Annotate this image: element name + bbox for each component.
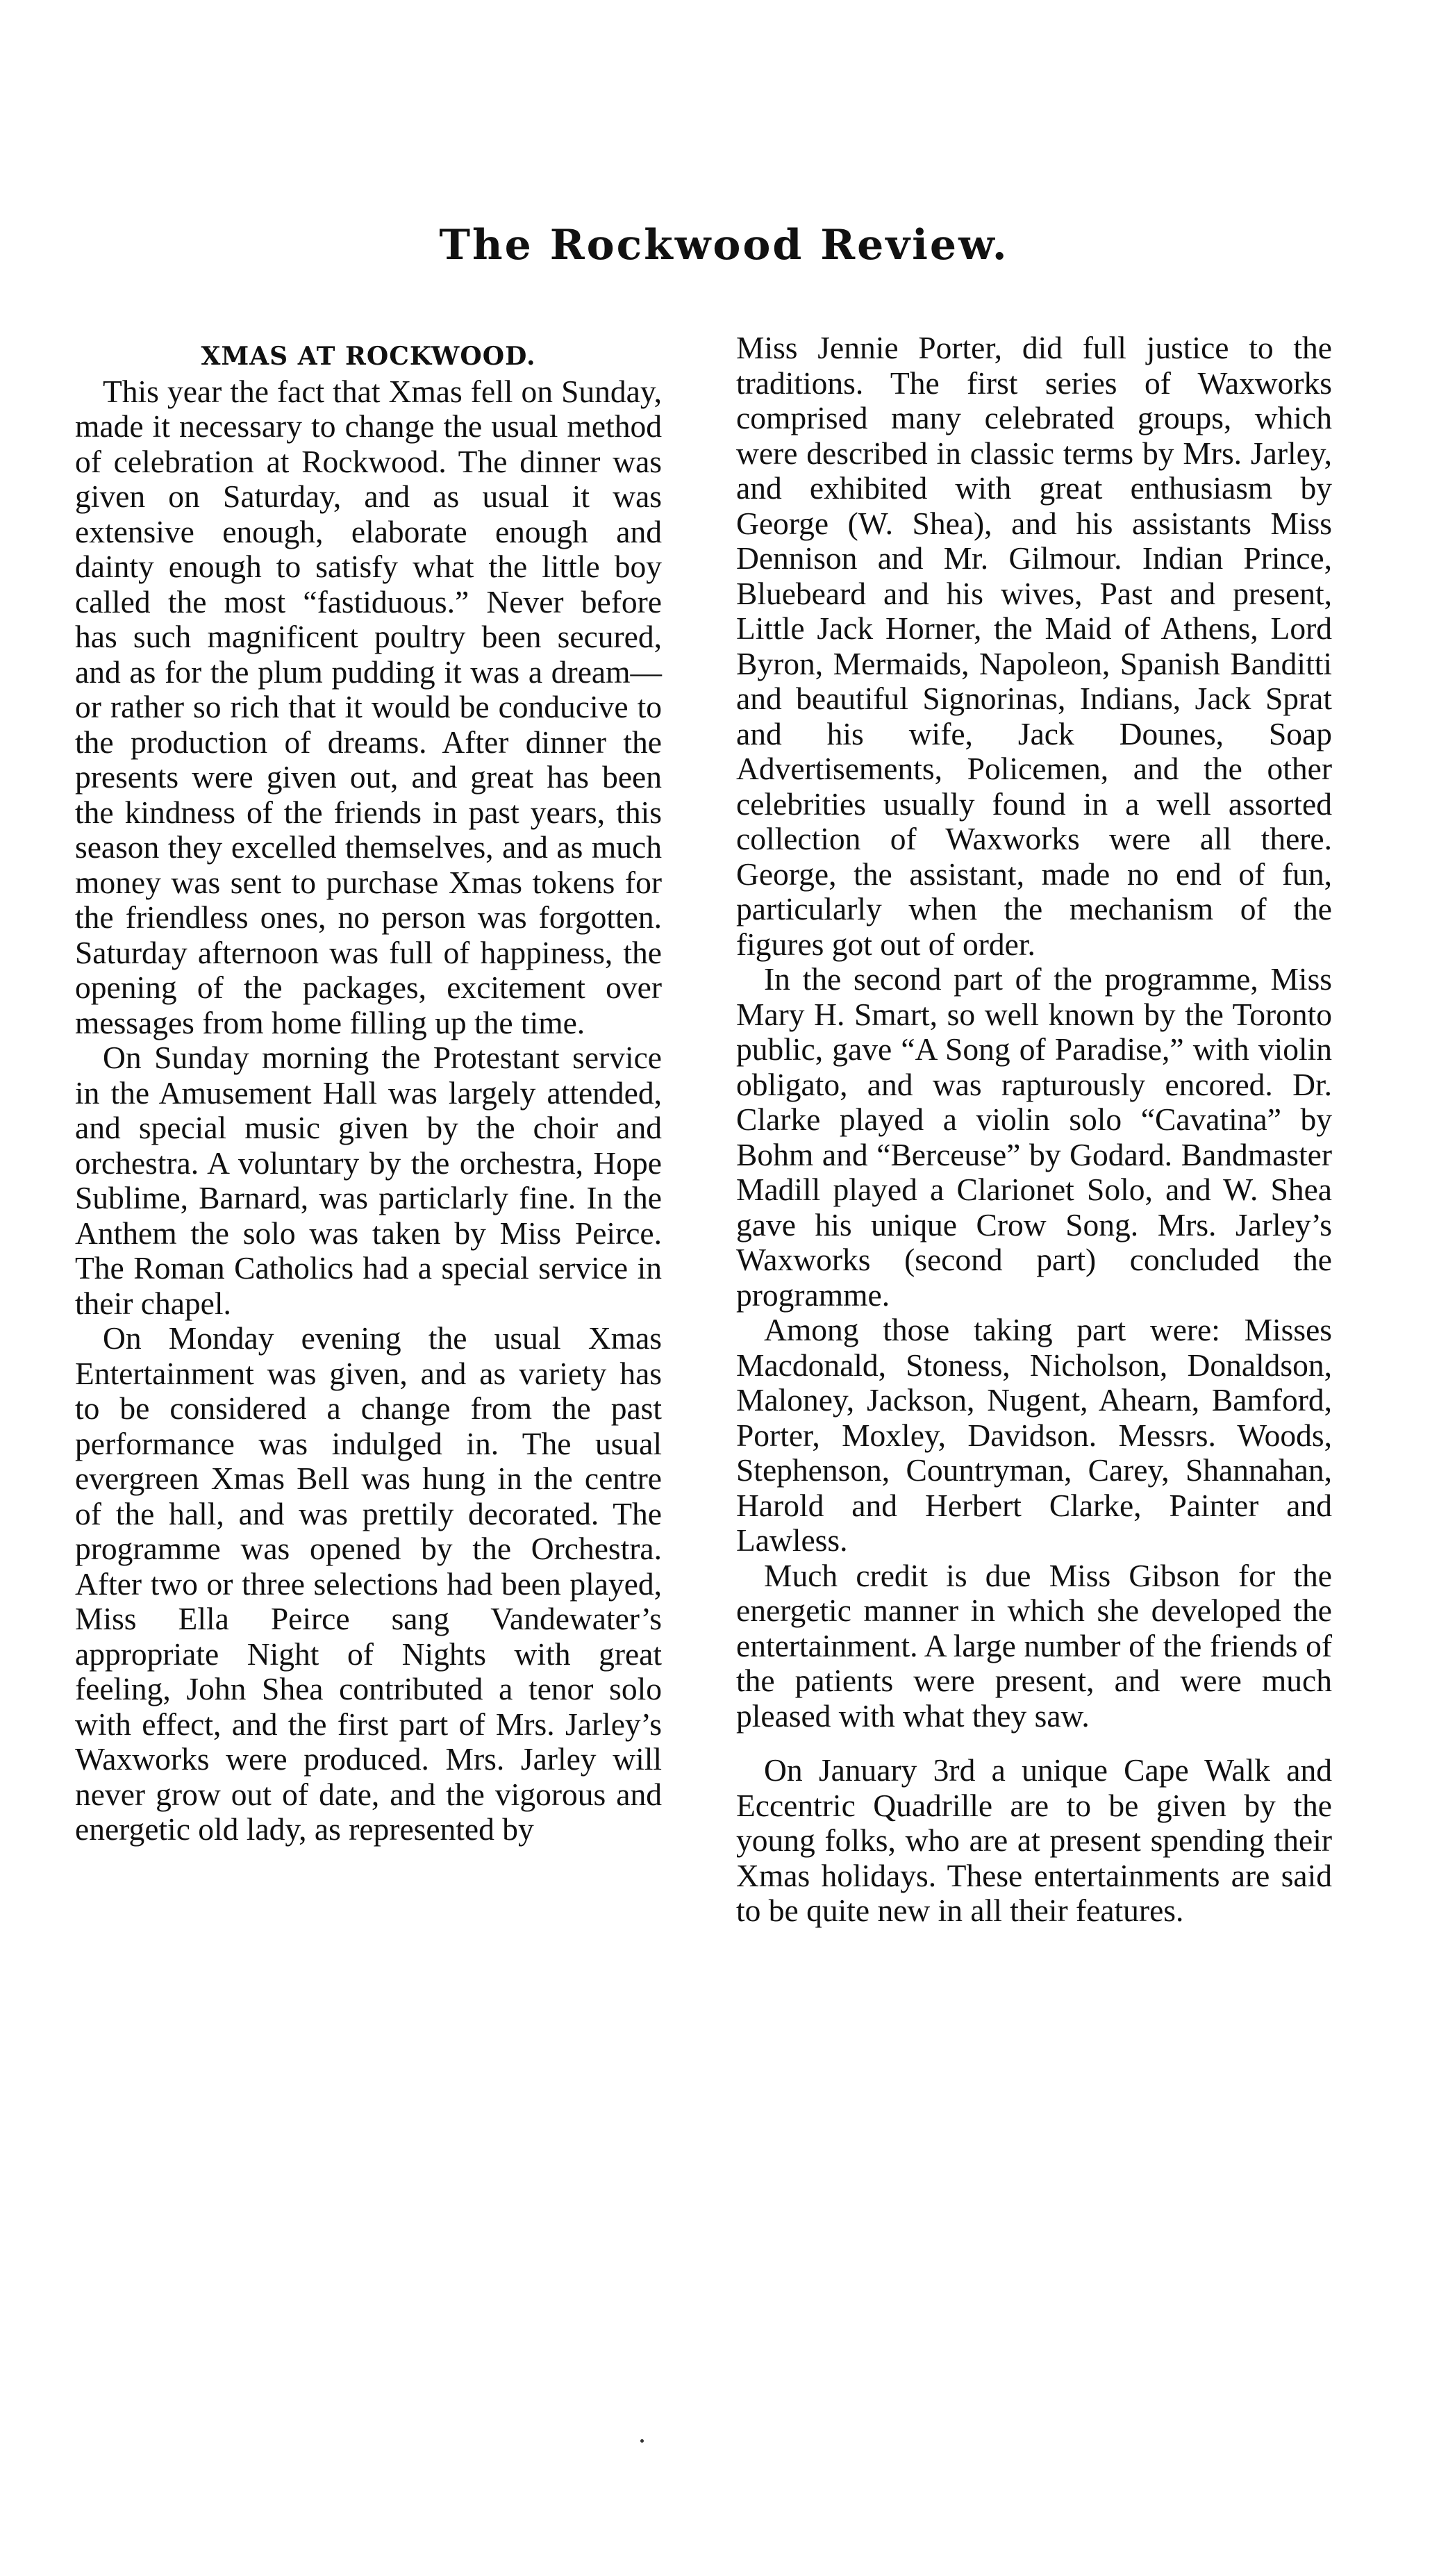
paragraph: In the second part of the programme, Miss Mary H. Smart, so well known by the Toronto public, gave “A Song of Paradise,” with violin obligato, and was rapturously encored. Dr. Clarke played a violin solo “Cavatina” by Bohm and “Berceuse” by Godard. Bandmaster Madill played a Clarionet Solo, and W. Shea gave his unique Crow Song. Mrs. Jarley’s Waxworks (second part) concluded the programme. xyxy=(736,961,1332,1313)
masthead-title: The Rockwood Review. xyxy=(439,221,1009,269)
paragraph: Miss Jennie Porter, did full justice to the traditions. The first series of Waxworks comprised many celebrated groups, which were described in classic terms by Mrs. Jarley, and exhibited with great enthusiasm by George (W. Shea), and his assistants Miss Dennison and Mr. Gilmour. Indian Prince, Bluebeard and his wives, Past and present, Little Jack Horner, the Maid of Athens, Lord Byron, Mermaids, Napoleon, Spanish Banditti and beautiful Signorinas, Indians, Jack Sprat and his wife, Jack Dounes, Soap Advertisements, Policemen, and the other celebrities usually found in a well assorted collection of Waxworks were all there. George, the assistant, made no end of fun, particularly when the mechanism of the figures got out of order. xyxy=(736,330,1332,962)
paragraph: This year the fact that Xmas fell on Sunday, made it necessary to change the usual method of celebration at Rockwood. The dinner was given on Saturday, and as usual it was extensive enough, elaborate enough and dainty enough to satisfy what the little boy called the most “fastiduous.” Never before has such magnificent poultry been secured, and as for the plum pudding it was a dream—or rather so rich that it would be conducive to the production of dreams. After dinner the presents were given out, and great has been the kindness of the friends in past years, this season they excelled themselves, and as much money was sent to purchase Xmas tokens for the friendless ones, no person was forgotten. Saturday afternoon was full of happiness, the opening of the packages, excitement over messages from home filling up the time. xyxy=(75,373,662,1040)
paragraph: On Sunday morning the Protestant service in the Amusement Hall was largely attended, and special music given by the choir and orchestra. A voluntary by the orchestra, Hope Sublime, Barnard, was particlarly fine. In the Anthem the solo was taken by Miss Peirce. The Roman Catholics had a special service in their chapel. xyxy=(75,1040,662,1321)
left-column xyxy=(75,339,662,1847)
right-column xyxy=(736,331,1332,1929)
paragraph: Much credit is due Miss Gibson for the energetic manner in which she developed the entertainment. A large number of the friends of the patients were present, and were much pleased with what they saw. xyxy=(736,1557,1332,1734)
article-heading: XMAS AT ROCKWOOD. xyxy=(201,342,536,371)
page-speck xyxy=(640,2439,644,2443)
paragraph: On Monday evening the usual Xmas Entertainment was given, and as variety has to be considered a change from the past performance was indulged in. The usual evergreen Xmas Bell was hung in the centre of the hall, and was prettily decorated. The programme was opened by the Orchestra. After two or three selections had been played, Miss Ella Peirce sang Vandewater’s appropriate Night of Nights with great feeling, John Shea contributed a tenor solo with effect, and the first part of Mrs. Jarley’s Waxworks were produced. Mrs. Jarley will never grow out of date, and the vigorous and energetic old lady, as represented by xyxy=(75,1320,662,1847)
paragraph: On January 3rd a unique Cape Walk and Eccentric Quadrille are to be given by the young folks, who are at present spending their Xmas holidays. These entertainments are said to be quite new in all their features. xyxy=(736,1752,1332,1928)
paragraph: Among those taking part were: Misses Macdonald, Stoness, Nicholson, Donaldson, Maloney, Jackson, Nugent, Ahearn, Bamford, Porter, Moxley, Davidson. Messrs. Woods, Stephenson, Countryman, Carey, Shannahan, Harold and Herbert Clarke, Painter and Lawless. xyxy=(736,1312,1332,1558)
